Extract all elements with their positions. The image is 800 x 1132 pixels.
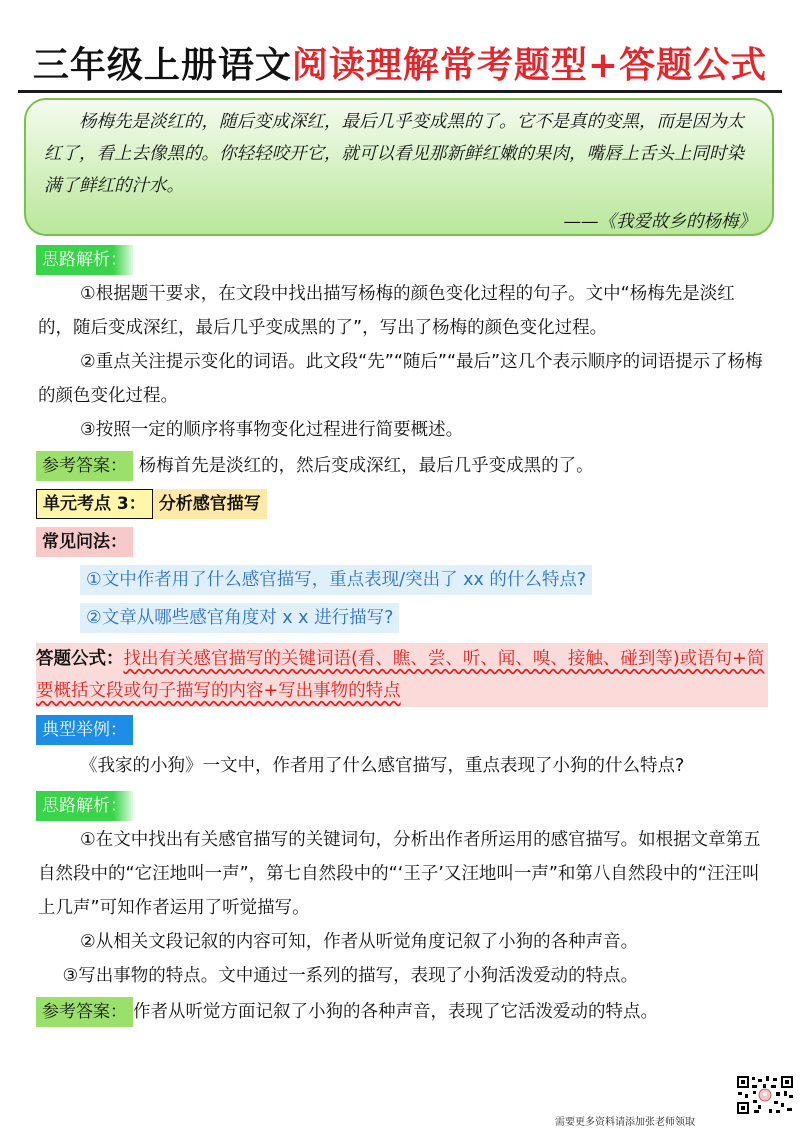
page-title bbox=[0, 44, 800, 88]
answer-text-1: 杨梅首先是淡红的，然后变成深红，最后几乎变成黑的了。 bbox=[138, 456, 594, 476]
unit-topic: 分析感官描写 bbox=[153, 489, 267, 519]
analysis2-step2: ②从相关文段记叙的内容可知，作者从听觉角度记叙了小狗的各种声音。 bbox=[80, 932, 639, 952]
analysis1-step3: ③按照一定的顺序将事物变化过程进行简要概述。 bbox=[80, 420, 464, 440]
formula-label: 答题公式： bbox=[36, 649, 124, 669]
analysis2-step1: ①在文中找出有关感官描写的关键词句，分析出作者所运用的感官描写。如根据文章第五自然段中的“它汪地叫一声”，第七自然段中的“‘王子’又汪地叫一声”和第八自然段中的“汪汪叫上几声”可知作者运用了听觉描写。 bbox=[38, 830, 761, 918]
example-label: 典型举例： bbox=[36, 715, 133, 745]
example-question: 《我家的小狗》一文中，作者用了什么感官描写，重点表现了小狗的什么特点? bbox=[80, 756, 685, 776]
title-part-black: 三年级上册语文 bbox=[32, 45, 292, 86]
formula-block bbox=[36, 643, 768, 707]
section1 bbox=[38, 243, 768, 1029]
title-underline bbox=[18, 90, 782, 93]
answer-label-1: 参考答案： bbox=[36, 451, 133, 481]
unit-label: 单元考点 3： bbox=[36, 489, 153, 519]
qr-code-icon bbox=[736, 1075, 794, 1115]
analysis-label-1: 思路解析： bbox=[36, 245, 133, 275]
formula-text: 找出有关感官描写的关键词语(看、瞧、尝、听、闻、嗅、接触、碰到等)或语句+简要概括文段或句子描写的内容+写出事物的特点 bbox=[36, 649, 765, 701]
passage-box bbox=[24, 98, 774, 236]
footer-note: 需要更多资料请添加张老师领取 bbox=[555, 1117, 695, 1128]
passage-text: 杨梅先是淡红的，随后变成深红，最后几乎变成黑的了。它不是真的变黑，而是因为太红了，看上去像黑的。你轻轻咬开它，就可以看见那新鲜红嫩的果肉，嘴唇上舌头上同时染满了鲜红的汁水。 bbox=[44, 112, 744, 196]
answer-text-2: 作者从听觉方面记叙了小狗的各种声音，表现了它活泼爱动的特点。 bbox=[133, 1002, 658, 1022]
passage-source: ——《我爱故乡的杨梅》 bbox=[563, 212, 756, 232]
analysis2-step3: ③写出事物的特点。文中通过一系列的描写，表现了小狗活泼爱动的特点。 bbox=[62, 966, 639, 986]
common-question-2: ②文章从哪些感官角度对 x x 进行描写? bbox=[80, 603, 399, 633]
title-part-red: 阅读理解常考题型+答题公式 bbox=[291, 45, 768, 86]
common-question-1: ①文中作者用了什么感官描写，重点表现/突出了 xx 的什么特点? bbox=[80, 565, 592, 595]
common-questions-label: 常见问法： bbox=[36, 527, 133, 557]
answer-label-2: 参考答案： bbox=[36, 997, 133, 1027]
analysis1-step1: ①根据题干要求，在文段中找出描写杨梅的颜色变化过程的句子。文中“杨梅先是淡红的，随后变成深红，最后几乎变成黑的了”，写出了杨梅的颜色变化过程。 bbox=[38, 284, 735, 338]
analysis1-step2: ②重点关注提示变化的词语。此文段“先”“随后”“最后”这几个表示顺序的词语提示了杨梅的颜色变化过程。 bbox=[38, 352, 763, 406]
analysis-label-2: 思路解析： bbox=[36, 791, 133, 821]
